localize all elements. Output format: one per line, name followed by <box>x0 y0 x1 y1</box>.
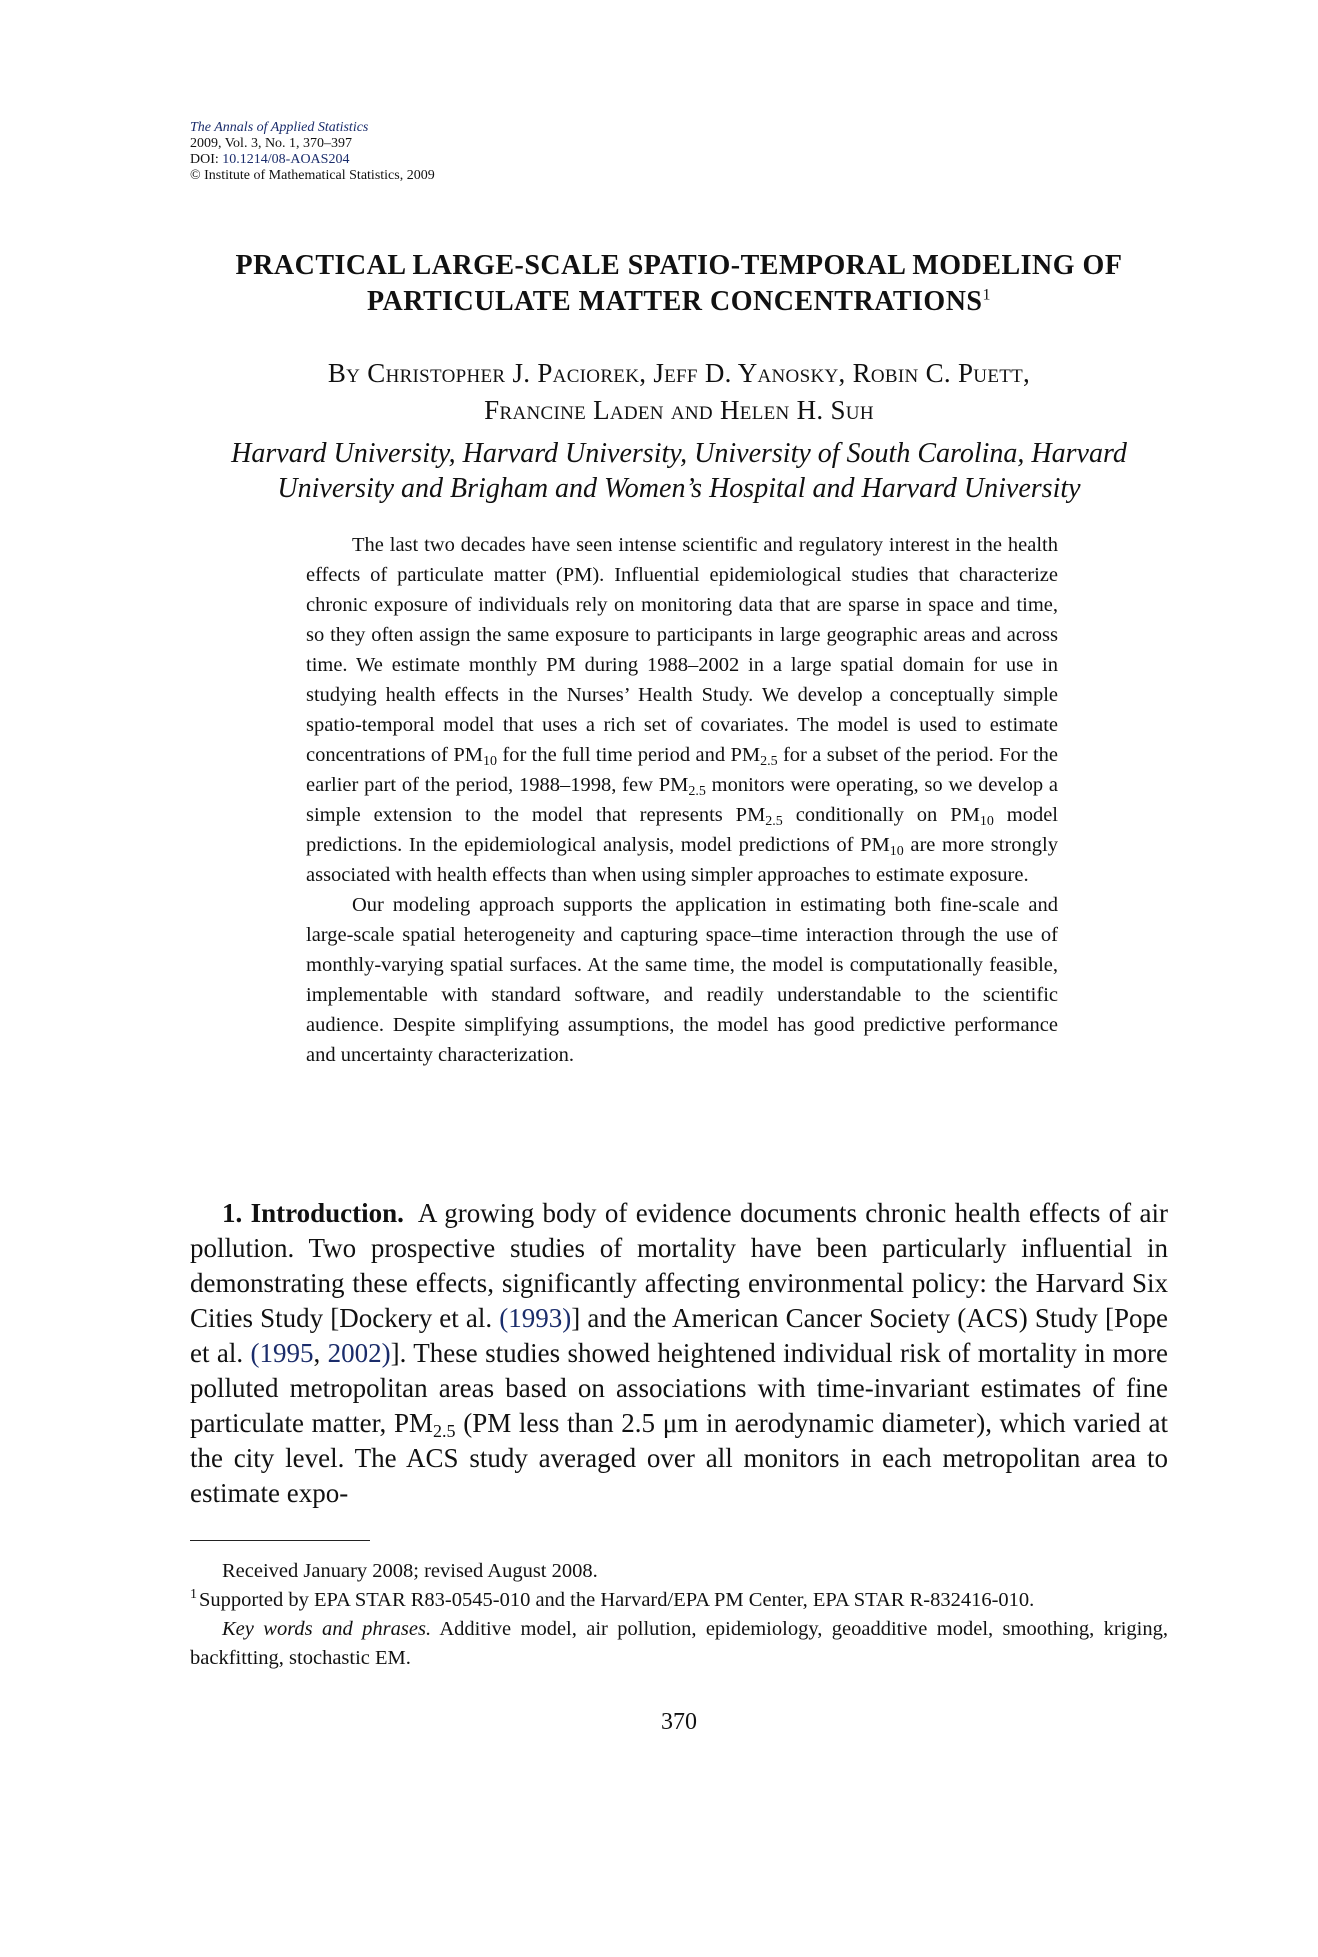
abstract-text: conditionally on PM <box>782 804 980 826</box>
introduction-section <box>190 1196 1168 1511</box>
received-date: Received January 2008; revised August 2008. <box>222 1560 598 1582</box>
page-number: 370 <box>661 1709 697 1735</box>
intro-text: , <box>313 1338 328 1368</box>
title-footnote-mark[interactable]: 1 <box>982 286 991 304</box>
journal-name: The Annals of Applied Statistics <box>190 120 369 135</box>
subscript: 2.5 <box>433 1421 456 1441</box>
footnote-divider <box>190 1540 370 1541</box>
subscript: 2.5 <box>765 814 783 829</box>
subscript: 2.5 <box>688 784 706 799</box>
subscript: 2.5 <box>760 754 778 769</box>
author-list <box>190 355 1168 429</box>
abstract <box>306 530 1058 1070</box>
intro-paragraph <box>190 1196 1168 1511</box>
doi-link[interactable]: 10.1214/08-AOAS204 <box>222 152 350 167</box>
citation-link[interactable]: (1995 <box>250 1338 314 1368</box>
intro-text: ] and the American Cancer Society (ACS) Study [Pope et al. <box>190 1303 1168 1368</box>
doi-line <box>190 152 435 168</box>
subscript: 10 <box>483 754 497 769</box>
footnotes <box>190 1557 1168 1673</box>
affiliation-line-2: University and Brigham and Women’s Hospital and Harvard University <box>277 473 1081 504</box>
affiliations <box>190 436 1168 506</box>
abstract-text: are more strongly associated with health effects than when using simpler approaches to estimate exposure. <box>306 834 1058 886</box>
keywords-text: Additive model, air pollution, epidemiology, geoadditive model, smoothing, kriging, backfitting, stochastic EM. <box>190 1618 1168 1669</box>
authors-line-1: By Christopher J. Paciorek, Jeff D. Yanosky, Robin C. Puett, <box>327 358 1031 388</box>
paper-title <box>190 248 1168 320</box>
subscript: 10 <box>889 844 904 859</box>
affiliation-line-1: Harvard University, Harvard University, University of South Carolina, Harvard <box>231 438 1127 469</box>
abstract-text: The last two decades have seen intense scientific and regulatory interest in the health effects of particulate matter (PM). Influential epidemiological studies that characterize chronic exposure of individuals rely on monitoring data that are sparse in space and time, so they often assign the same exposure to participants in large geographic areas and across time. We estimate monthly PM during 1988–2002 in a large spatial domain for use in studying health effects in the Nurses’ Health Study. We develop a conceptually simple spatio-temporal model that uses a rich set of covariates. The model is used to estimate concentrations of PM <box>306 534 1058 766</box>
running-header <box>190 120 435 184</box>
title-line-2 <box>190 284 1168 320</box>
section-heading: 1. Introduction. <box>222 1198 404 1228</box>
authors-line-2: Francine Laden and Helen H. Suh <box>484 395 874 425</box>
keywords <box>190 1615 1168 1673</box>
subscript: 10 <box>979 814 994 829</box>
abstract-text: monitors were operating, so we develop a simple extension to the model that represents PM <box>306 774 1058 826</box>
doi-label: DOI: <box>190 152 223 167</box>
intro-text: ]. These studies showed heightened individual risk of mortality in more polluted metropolitan areas based on associations with time-invariant estimates of fine particulate matter, PM <box>190 1338 1169 1438</box>
copyright: © Institute of Mathematical Statistics, 2009 <box>190 168 435 183</box>
title-line-1: PRACTICAL LARGE-SCALE SPATIO-TEMPORAL MODELING OF <box>235 250 1123 281</box>
intro-text: A growing body of evidence documents chronic health effects of air pollution. Two prospective studies of mortality have been particularly influential in demonstrating these effects, significantly affecting environmental policy: the Harvard Six Cities Study [Dockery et al. <box>190 1198 1168 1333</box>
title-line-2-text: PARTICULATE MATTER CONCENTRATIONS <box>366 286 983 317</box>
abstract-text: for the full time period and PM <box>497 744 761 766</box>
intro-text: (PM less than 2.5 μm in aerodynamic diameter), which varied at the city level. The ACS study averaged over all monitors in each metropolitan area to estimate expo- <box>190 1408 1168 1508</box>
keywords-label: Key words and phrases. <box>222 1618 432 1640</box>
citation-link[interactable]: (1993) <box>499 1303 572 1333</box>
abstract-text: model predictions. In the epidemiological analysis, model predictions of PM <box>306 804 1058 856</box>
abstract-text: for a subset of the period. For the earlier part of the period, 1988–1998, few PM <box>306 744 1058 796</box>
footnote-text: Supported by EPA STAR R83-0545-010 and the Harvard/EPA PM Center, EPA STAR R-832416-010. <box>199 1589 1035 1611</box>
citation-link[interactable]: 2002) <box>327 1338 391 1368</box>
footnote-1 <box>190 1586 1168 1615</box>
abstract-paragraph-2: Our modeling approach supports the application in estimating both fine-scale and large-scale spatial heterogeneity and capturing space–time interaction through the use of monthly-varying spatial surfaces. At the same time, the model is computationally feasible, implementable with standard software, and readily understandable to the scientific audience. Despite simplifying assumptions, the model has good predictive performance and uncertainty characterization. <box>306 894 1058 1066</box>
volume-info: 2009, Vol. 3, No. 1, 370–397 <box>190 136 353 151</box>
abstract-paragraph-1 <box>306 530 1058 890</box>
footnote-mark: 1 <box>190 1587 197 1603</box>
